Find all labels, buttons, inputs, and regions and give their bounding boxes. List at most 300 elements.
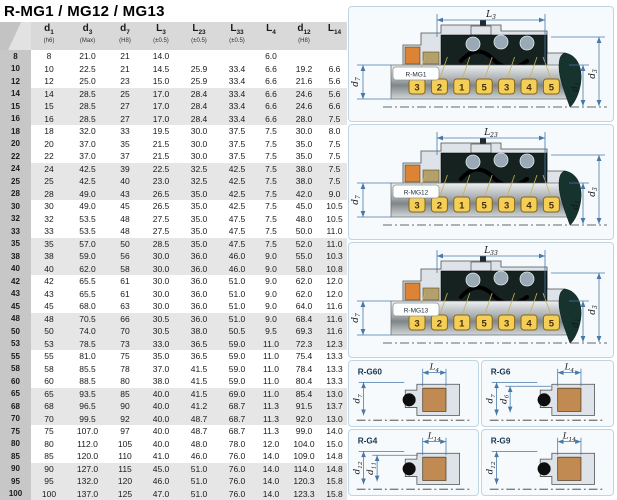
- row-label: 18: [0, 125, 31, 138]
- cell: 22.5: [79, 63, 96, 74]
- diagram-name: R-G4: [357, 436, 378, 446]
- cell: 65.5: [79, 276, 96, 287]
- cell: 38.0: [180, 325, 218, 338]
- cell: 13.7: [322, 400, 347, 413]
- part-number: 2: [436, 82, 443, 94]
- cell: 62.0: [295, 276, 313, 287]
- cell: 127.0: [67, 463, 108, 476]
- cell: 76.0: [218, 463, 256, 476]
- cell: 21.5: [152, 138, 170, 149]
- cell: 11.6: [326, 301, 343, 312]
- cell: 9.0: [265, 276, 277, 287]
- spring-ball: [520, 36, 534, 50]
- part-number: 3: [503, 318, 510, 330]
- table-row: [0, 350, 347, 363]
- cell: 104.0: [293, 438, 315, 449]
- cell: 19.2: [295, 63, 313, 74]
- cell: 56: [108, 250, 142, 263]
- cell: 7.5: [265, 138, 277, 149]
- cell: 11.0: [263, 363, 279, 374]
- cell: 36.5: [190, 351, 208, 362]
- cell: 7.5: [265, 151, 277, 162]
- seal-cross-section: [349, 243, 613, 357]
- cell: 50: [108, 238, 142, 251]
- part-number: 2: [436, 200, 443, 212]
- row-label: 32: [0, 213, 31, 226]
- cell: 59.0: [228, 376, 246, 387]
- dimension-label-d3: $d_3$: [588, 69, 600, 79]
- drive-collar: [405, 47, 420, 64]
- table-row: [0, 100, 347, 113]
- cell: 35: [31, 238, 67, 251]
- part-number: 5: [481, 82, 487, 94]
- dimension-label-top: $L_4$: [564, 362, 575, 374]
- cell: 32.5: [180, 175, 218, 188]
- column-header: $d_{12}$ (H8): [286, 22, 322, 50]
- cell: 27: [108, 100, 142, 113]
- cell: 35.0: [190, 226, 208, 237]
- cell: 49.0: [67, 188, 108, 201]
- cell: 7.5: [328, 151, 341, 162]
- cell: 9.0: [256, 250, 286, 263]
- cell: 65: [31, 388, 67, 401]
- cell: 35: [120, 138, 130, 149]
- cell: 43: [44, 288, 54, 299]
- cell: 17.0: [142, 113, 180, 126]
- cell: 37.0: [79, 138, 96, 149]
- dimension-label-left: $d_{11}$: [366, 461, 378, 475]
- column-header: $L_{33}$ (±0.5): [218, 22, 256, 50]
- cell: 50.5: [218, 325, 256, 338]
- cell: 68.0: [79, 301, 96, 312]
- cell: 33: [120, 126, 130, 137]
- row-label: 53: [0, 338, 31, 351]
- table-row: [0, 375, 347, 388]
- cell: 60: [44, 376, 54, 387]
- cell: 55.0: [286, 250, 322, 263]
- cell: 14.0: [256, 463, 286, 476]
- cell: 11.0: [256, 388, 286, 401]
- table-row: [0, 138, 347, 151]
- cell: 96.5: [67, 400, 108, 413]
- cell: 17.0: [142, 88, 180, 101]
- cell: 53.5: [79, 226, 96, 237]
- seat-cross-section: [482, 430, 613, 495]
- cell: 36.0: [180, 313, 218, 326]
- table-row: [0, 338, 347, 351]
- cell: 30.0: [142, 250, 180, 263]
- cell: 48.0: [190, 438, 208, 449]
- cell: 80: [120, 376, 130, 387]
- cell: 7.5: [256, 188, 286, 201]
- cell: 21: [120, 63, 130, 74]
- cell: 24.6: [286, 100, 322, 113]
- cell: 12.3: [322, 338, 347, 351]
- cell: 40: [31, 263, 67, 276]
- cell: 35.0: [180, 238, 218, 251]
- dimension-label-left: $d_{12}$: [485, 461, 497, 475]
- cell: 14.8: [326, 451, 343, 462]
- dimension-top: [423, 432, 446, 455]
- cell: 137.0: [67, 488, 108, 500]
- diagram-name: R-G6: [490, 367, 511, 377]
- row-label: 22: [0, 150, 31, 163]
- cell: 13.3: [326, 376, 343, 387]
- cell: 21.0: [79, 51, 96, 62]
- cell: 59.0: [228, 351, 246, 362]
- cell: 28.4: [180, 113, 218, 126]
- row-label: 30: [0, 200, 31, 213]
- cell: 9.0: [256, 313, 286, 326]
- row-label: 58: [0, 363, 31, 376]
- spring-ball: [494, 271, 508, 285]
- cell: 17.0: [142, 100, 180, 113]
- cell: 33.0: [142, 338, 180, 351]
- cell: 11.6: [322, 313, 347, 326]
- cell: 42: [44, 276, 54, 287]
- table-row: [0, 413, 347, 426]
- cell: 107.0: [76, 426, 99, 437]
- table-row: [0, 488, 347, 500]
- cell: 12.0: [326, 276, 343, 287]
- cell: 85: [108, 388, 142, 401]
- cell: 53.5: [79, 213, 96, 224]
- cell: 120.3: [286, 475, 322, 488]
- row-label: 100: [0, 488, 31, 500]
- row-label: 24: [0, 163, 31, 176]
- cell: 30.0: [190, 126, 208, 137]
- cell: 42.5: [218, 188, 256, 201]
- cell: 14.8: [322, 463, 347, 476]
- cell: 30.0: [142, 263, 180, 276]
- part-number: 1: [459, 318, 465, 330]
- cell: 13.0: [322, 388, 347, 401]
- cell: 13.3: [326, 351, 343, 362]
- diagram-name: R-G9: [490, 436, 511, 446]
- column-header: $L_{23}$ (±0.5): [180, 22, 218, 50]
- cell: 48: [120, 226, 130, 237]
- cell: 64.0: [295, 301, 313, 312]
- row-label: 65: [0, 388, 31, 401]
- cell: 28.5: [142, 238, 180, 251]
- cell: 48: [120, 213, 130, 224]
- seat-ring: [423, 388, 446, 411]
- cell: 14.0: [256, 475, 286, 488]
- column-header: $d_7$ (H8): [108, 22, 142, 50]
- cell: 6.6: [256, 88, 286, 101]
- seat-cross-section: [482, 361, 613, 426]
- cell: 85: [44, 451, 54, 462]
- cell: 22: [44, 151, 54, 162]
- cell: 28.5: [67, 113, 108, 126]
- row-label: 40: [0, 263, 31, 276]
- cell: 40.0: [142, 388, 180, 401]
- part-number: 4: [526, 318, 532, 330]
- cell: 11.0: [263, 376, 279, 387]
- row-label: 55: [0, 350, 31, 363]
- cell: 11.3: [263, 426, 279, 437]
- seat-ring: [558, 388, 581, 411]
- cell: 48.7: [180, 413, 218, 426]
- table-row: [0, 63, 347, 76]
- cell: 33.4: [218, 100, 256, 113]
- row-label: 42: [0, 275, 31, 288]
- table-row: [0, 450, 347, 463]
- cell: 72.3: [286, 338, 322, 351]
- cell: 125: [108, 488, 142, 500]
- seat-cross-section: [349, 430, 478, 495]
- cell: 7.5: [265, 226, 277, 237]
- cell: 21: [120, 51, 130, 62]
- dimension-label-d1: $d_1$: [571, 200, 583, 210]
- cell: 53: [31, 338, 67, 351]
- cell: 35.0: [180, 188, 218, 201]
- part-number: 1: [459, 82, 465, 94]
- cell: 120: [108, 475, 142, 488]
- cell: 10.8: [322, 263, 347, 276]
- cell: 37.0: [152, 363, 170, 374]
- cell: 15: [31, 100, 67, 113]
- part-number: 5: [548, 318, 555, 330]
- cell: 8.0: [328, 126, 341, 137]
- table-row: [0, 475, 347, 488]
- cell: 7.5: [322, 175, 347, 188]
- cell: 36.0: [190, 276, 208, 287]
- cell: 46.0: [218, 263, 256, 276]
- cell: 112.0: [77, 438, 98, 449]
- cell: 68.7: [218, 400, 256, 413]
- part-number: 5: [481, 318, 487, 330]
- cell: 6.6: [256, 100, 286, 113]
- cell: 76.0: [228, 451, 246, 462]
- cell: 5.6: [322, 88, 347, 101]
- row-label: 8: [0, 50, 31, 63]
- cell: 75.4: [295, 351, 313, 362]
- cell: 33.4: [218, 113, 256, 126]
- part-number: 4: [526, 200, 532, 212]
- cell: 6.6: [256, 113, 286, 126]
- cell: 12.0: [262, 438, 280, 449]
- cell: 78.0: [228, 438, 246, 449]
- cell: 59.0: [218, 338, 256, 351]
- spring-ball: [466, 155, 480, 169]
- cell: 42.0: [286, 188, 322, 201]
- drive-collar: [405, 283, 420, 300]
- dimension-label-d1: $d_1$: [571, 82, 583, 92]
- cell: 28.0: [286, 113, 322, 126]
- dimension-table: [0, 22, 347, 500]
- cell: 16: [31, 113, 67, 126]
- dimension-label-left: $d_{12}$: [352, 461, 364, 475]
- cell: 76.0: [218, 488, 256, 500]
- cell: 68.7: [218, 413, 256, 426]
- drive-collar: [405, 165, 420, 182]
- spring-holder: [423, 170, 439, 182]
- table-row: [0, 300, 347, 313]
- row-label: 10: [0, 63, 31, 76]
- cell: 52.0: [286, 238, 322, 251]
- diagram-panel-r-mg13: [348, 242, 614, 358]
- cell: 22.5: [142, 163, 180, 176]
- cell: 33.4: [228, 63, 246, 74]
- cell: 47.5: [228, 226, 246, 237]
- cell: 47.0: [142, 488, 180, 500]
- table-header-row: [0, 22, 347, 50]
- part-number: 2: [436, 318, 443, 330]
- row-label: 68: [0, 400, 31, 413]
- cell: 11.6: [322, 325, 347, 338]
- row-label: 75: [0, 425, 31, 438]
- cell: 41.2: [180, 400, 218, 413]
- cell: 23: [120, 76, 130, 87]
- cell: 76.0: [218, 475, 256, 488]
- diagram-panel-r-g9: [481, 429, 614, 496]
- table-row: [0, 363, 347, 376]
- table-row: [0, 438, 347, 451]
- diagram-panel-r-mg12: [348, 124, 614, 240]
- cell: 30.0: [295, 126, 313, 137]
- cell: 59.0: [228, 363, 246, 374]
- cell: 37.5: [228, 138, 246, 149]
- cell: 30: [44, 201, 54, 212]
- cell: 30.0: [190, 138, 208, 149]
- cell: 7.5: [322, 163, 347, 176]
- row-label: 28: [0, 188, 31, 201]
- cell: 58.0: [286, 263, 322, 276]
- cell: 45.0: [295, 201, 313, 212]
- cell: 18: [44, 126, 54, 137]
- part-number: 3: [503, 200, 510, 212]
- spring-ball: [466, 273, 480, 287]
- table-row: [0, 113, 347, 126]
- table-row: [0, 263, 347, 276]
- table-row: [0, 275, 347, 288]
- part-number: 3: [414, 318, 420, 330]
- cell: 48.7: [190, 426, 208, 437]
- row-label: 15: [0, 100, 31, 113]
- cell: 15.0: [152, 76, 170, 87]
- cell: 58: [44, 363, 54, 374]
- diagram-panel-r-g60: [348, 360, 479, 427]
- cell: 33.4: [228, 76, 246, 87]
- cell: 30.0: [152, 276, 170, 287]
- cell: 25.0: [79, 76, 96, 87]
- table-row: [0, 313, 347, 326]
- cell: 40.0: [152, 438, 170, 449]
- cell: 42.5: [67, 175, 108, 188]
- cell: 80.4: [295, 376, 313, 387]
- column-header: $L_3$ (±0.5): [142, 22, 180, 50]
- cell: [218, 50, 256, 63]
- table-row: [0, 238, 347, 251]
- cell: [180, 50, 218, 63]
- table-row: [0, 225, 347, 238]
- cell: 36.5: [180, 338, 218, 351]
- cell: 35.0: [190, 201, 208, 212]
- diagram-name: R-MG13: [403, 307, 429, 315]
- part-number: 5: [481, 200, 487, 212]
- cell: 7.5: [256, 175, 286, 188]
- cell: 38.0: [286, 163, 322, 176]
- table-row: [0, 425, 347, 438]
- dimension-label-left: $d_7$: [351, 195, 363, 205]
- cell: 25.9: [190, 63, 208, 74]
- cell: 61: [120, 288, 130, 299]
- cell: 14: [31, 88, 67, 101]
- cell: 30.5: [142, 325, 180, 338]
- cell: 46.0: [142, 475, 180, 488]
- cell: 68.4: [286, 313, 322, 326]
- cell: 6.6: [322, 100, 347, 113]
- seat-ring: [423, 457, 446, 480]
- seal-cross-section: [349, 125, 613, 239]
- seal-cross-section: [349, 7, 613, 121]
- cell: 58: [108, 263, 142, 276]
- dimension-label-top: $L_4$: [429, 362, 440, 374]
- cell: 90: [31, 463, 67, 476]
- column-header: $d_1$ (h6): [31, 22, 67, 50]
- cell: 50: [31, 325, 67, 338]
- cell: 40.0: [152, 426, 170, 437]
- row-label: 25: [0, 175, 31, 188]
- cell: 88.5: [79, 376, 96, 387]
- table-row: [0, 125, 347, 138]
- cell: 30.0: [152, 301, 170, 312]
- o-ring: [538, 463, 551, 476]
- cell: 35.0: [190, 213, 208, 224]
- cell: 30.0: [190, 151, 208, 162]
- cell: 49.0: [79, 201, 96, 212]
- cell: 10.5: [326, 213, 343, 224]
- column-header: $L_4$: [256, 22, 286, 50]
- cell: 40.0: [142, 400, 180, 413]
- cell: 24.6: [286, 88, 322, 101]
- cell: 110: [118, 451, 132, 462]
- cell: 92: [108, 413, 142, 426]
- cell: 91.5: [286, 400, 322, 413]
- part-number: 4: [526, 82, 532, 94]
- seat-ring: [558, 457, 581, 480]
- cell: 28: [31, 188, 67, 201]
- row-label: 80: [0, 438, 31, 451]
- cell: 132.0: [67, 475, 108, 488]
- cell: 39: [108, 163, 142, 176]
- cell: 63: [120, 301, 130, 312]
- cell: 14.0: [256, 488, 286, 500]
- cell: 19.5: [152, 126, 170, 137]
- cell: 120.0: [76, 451, 99, 462]
- table-row: [0, 325, 347, 338]
- cell: 51.0: [180, 488, 218, 500]
- cell: 40.0: [142, 413, 180, 426]
- cell: 97: [120, 426, 130, 437]
- table-row: [0, 163, 347, 176]
- seat-cross-section: [349, 361, 478, 426]
- cell: 74.0: [67, 325, 108, 338]
- dimension-label-top: $L_{14}$: [562, 431, 576, 443]
- dimension-label-left: $d_6$: [499, 394, 511, 404]
- cell: 45.0: [142, 463, 180, 476]
- o-ring: [538, 394, 551, 407]
- cell: 75: [44, 426, 54, 437]
- table-row: [0, 388, 347, 401]
- cell: 12.0: [326, 288, 343, 299]
- table-body: [0, 50, 347, 500]
- row-label: 90: [0, 463, 31, 476]
- dimension-label-top: $L_3$: [486, 10, 496, 22]
- row-label: 16: [0, 113, 31, 126]
- cell: 28.4: [180, 100, 218, 113]
